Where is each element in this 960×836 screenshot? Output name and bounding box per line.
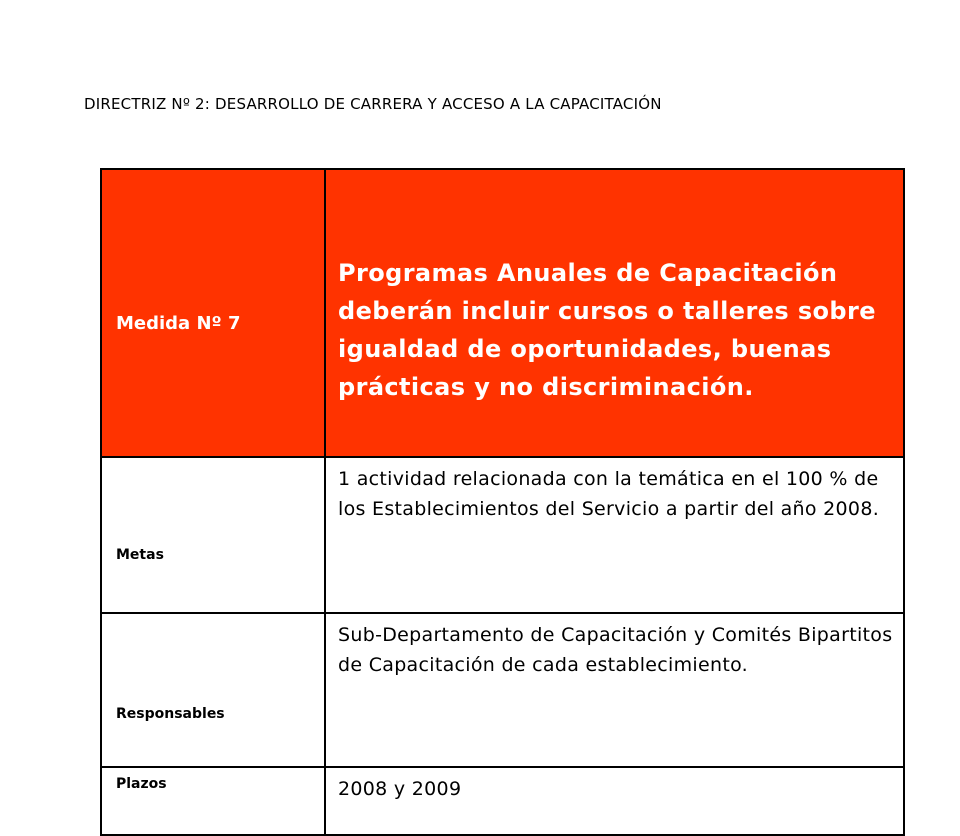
table-row-metas — [101, 457, 904, 613]
table-row-responsables — [101, 613, 904, 767]
medida-label: Medida Nº 7 — [101, 169, 325, 457]
table-row-plazos — [101, 767, 904, 835]
plazos-value: 2008 y 2009 — [325, 767, 904, 835]
table-row-medida — [101, 169, 904, 457]
responsables-value: Sub-Departamento de Capacitación y Comités Bipartitos de Capacitación de cada establecimiento. — [325, 613, 904, 767]
medida-description: Programas Anuales de Capacitación deberán incluir cursos o talleres sobre igualdad de oportunidades, buenas prácticas y no discriminación. — [325, 169, 904, 457]
measure-table — [100, 168, 905, 836]
metas-value: 1 actividad relacionada con la temática en el 100 % de los Establecimientos del Servicio a partir del año 2008. — [325, 457, 904, 613]
plazos-label: Plazos — [101, 767, 325, 835]
directive-title: DIRECTRIZ Nº 2: DESARROLLO DE CARRERA Y ACCESO A LA CAPACITACIÓN — [84, 95, 662, 113]
responsables-label: Responsables — [101, 613, 325, 767]
metas-label: Metas — [101, 457, 325, 613]
